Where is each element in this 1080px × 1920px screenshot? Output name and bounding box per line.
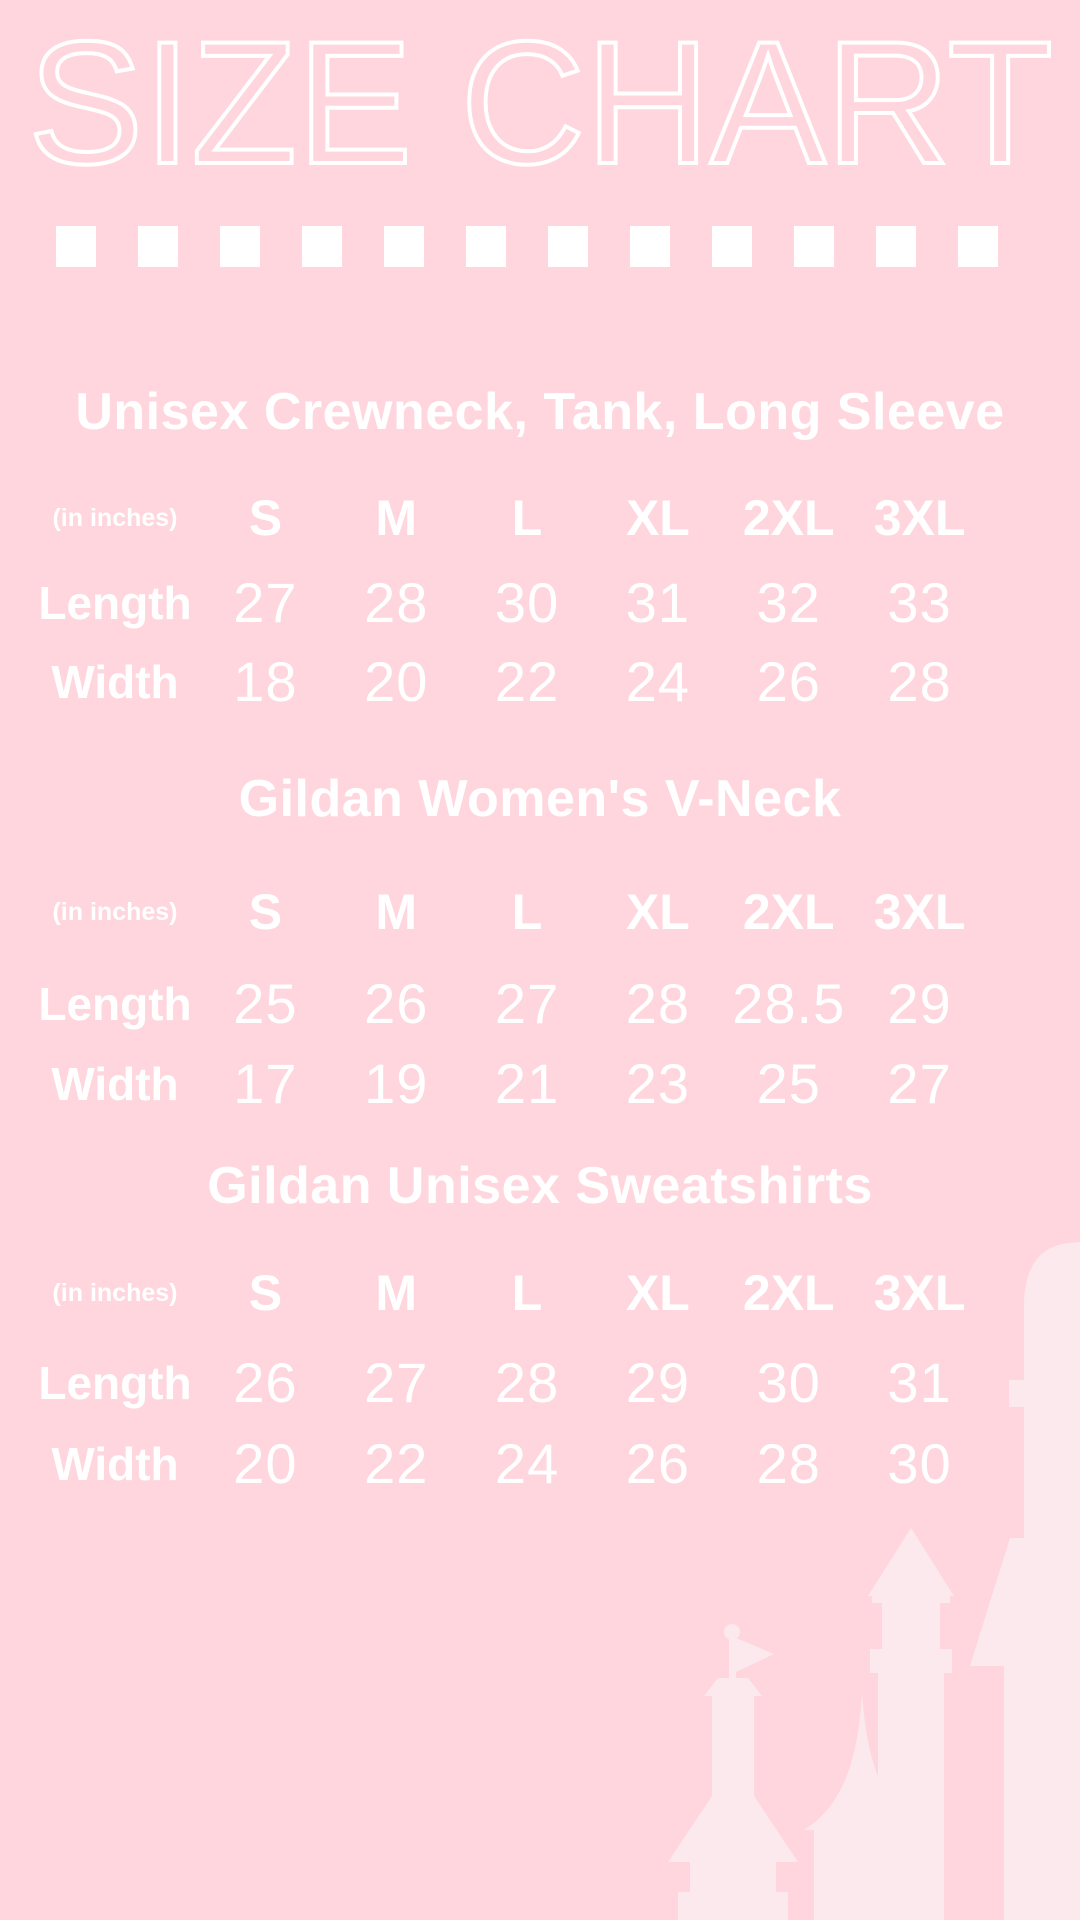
- table-2-size-m: M: [375, 884, 418, 940]
- table-1-width-label: Width: [51, 655, 179, 708]
- table-3-size-xl: XL: [625, 1265, 690, 1321]
- table-1-unit-label: (in inches): [52, 503, 178, 532]
- decor-square: [138, 226, 178, 267]
- table-1-size-2xl: 2XL: [742, 490, 835, 546]
- table-2-length-3xl: 29: [887, 972, 952, 1035]
- table-3-size-2xl: 2XL: [742, 1265, 835, 1321]
- decor-square: [302, 226, 342, 267]
- table-1-length-l: 30: [494, 571, 560, 634]
- table-1-size-s: S: [248, 490, 283, 546]
- table-2-unit-label: (in inches): [52, 897, 178, 926]
- table-3-length-l: 28: [494, 1351, 560, 1414]
- table-3-length-row: [0, 1350, 1080, 1414]
- table-1-size-m: M: [375, 490, 418, 546]
- decor-square: [712, 226, 752, 267]
- table-3-width-m: 22: [364, 1432, 429, 1495]
- table-1-length-3xl: 33: [887, 571, 952, 634]
- table-2-width-m: 19: [364, 1052, 429, 1115]
- table-2-width-s: 17: [233, 1052, 298, 1115]
- decor-square: [56, 226, 96, 267]
- table-3-size-3xl: 3XL: [873, 1265, 966, 1321]
- table-3-length-m: 27: [364, 1351, 429, 1414]
- decor-square: [958, 226, 998, 267]
- table-1-length-label: Length: [38, 576, 192, 629]
- castle-silhouette: [600, 1240, 1080, 1920]
- table-3-size-l: L: [511, 1265, 543, 1321]
- table-2-size-l: L: [511, 884, 543, 940]
- table-2-length-label: Length: [38, 977, 192, 1030]
- table-1-width-xl: 24: [625, 650, 691, 713]
- table-2-length-2xl: 28.5: [732, 972, 846, 1035]
- decor-square: [794, 226, 834, 267]
- table-1-length-row: [0, 570, 1080, 634]
- table-2-width-label: Width: [51, 1057, 179, 1110]
- decor-square: [630, 226, 670, 267]
- decor-square: [876, 226, 916, 267]
- table-3-width-3xl: 30: [887, 1432, 952, 1495]
- table-2-heading: Gildan Women's V-Neck: [238, 770, 842, 828]
- table-3-width-xl: 26: [625, 1432, 691, 1495]
- table-3-size-s: S: [248, 1265, 283, 1321]
- table-1-width-2xl: 26: [756, 650, 821, 713]
- table-1-size-xl: XL: [625, 490, 690, 546]
- table-1-width-l: 22: [494, 650, 560, 713]
- table-2-size-3xl: 3XL: [873, 884, 966, 940]
- table-2-length-m: 26: [364, 972, 429, 1035]
- table-2-size-s: S: [248, 884, 283, 940]
- table-1-heading: Unisex Crewneck, Tank, Long Sleeve: [75, 383, 1005, 441]
- table-2-size-xl: XL: [625, 884, 690, 940]
- table-1-width-m: 20: [364, 650, 429, 713]
- table-2-length-s: 25: [233, 972, 298, 1035]
- table-1-length-s: 27: [233, 571, 298, 634]
- table-2-length-xl: 28: [625, 972, 691, 1035]
- table-3-size-m: M: [375, 1265, 418, 1321]
- table-2-length-l: 27: [494, 972, 560, 1035]
- table-2-width-2xl: 25: [756, 1052, 821, 1115]
- decor-squares-row: [56, 226, 998, 267]
- decor-square: [384, 226, 424, 267]
- table-2-size-header-row: [0, 880, 1080, 944]
- table-2-length-row: [0, 971, 1080, 1035]
- table-1-length-2xl: 32: [756, 571, 821, 634]
- table-1-width-3xl: 28: [887, 650, 952, 713]
- table-3-size-header-row: [0, 1261, 1080, 1325]
- table-1-length-m: 28: [364, 571, 429, 634]
- table-3-unit-label: (in inches): [52, 1278, 178, 1307]
- table-3-length-xl: 29: [625, 1351, 691, 1414]
- table-3-width-2xl: 28: [756, 1432, 821, 1495]
- table-1-size-header-row: [0, 486, 1080, 550]
- table-1-width-s: 18: [233, 650, 298, 713]
- table-2-width-l: 21: [494, 1052, 560, 1115]
- table-2-width-row: [0, 1051, 1080, 1115]
- page-title-art: [0, 0, 1080, 180]
- table-3-length-3xl: 31: [887, 1351, 952, 1414]
- table-2-width-xl: 23: [625, 1052, 691, 1115]
- table-2-width-3xl: 27: [887, 1052, 952, 1115]
- decor-square: [548, 226, 588, 267]
- table-3-length-s: 26: [233, 1351, 298, 1414]
- table-1-length-xl: 31: [625, 571, 691, 634]
- table-3-length-2xl: 30: [756, 1351, 821, 1414]
- table-3-heading: Gildan Unisex Sweatshirts: [207, 1157, 873, 1215]
- table-3-width-l: 24: [494, 1432, 560, 1495]
- table-3-width-s: 20: [233, 1432, 298, 1495]
- table-3-width-label: Width: [51, 1437, 179, 1490]
- table-1-size-l: L: [511, 490, 543, 546]
- table-3-length-label: Length: [38, 1356, 192, 1409]
- table-1-size-3xl: 3XL: [873, 490, 966, 546]
- table-3-width-row: [0, 1431, 1080, 1495]
- table-1-width-row: [0, 649, 1080, 713]
- decor-square: [466, 226, 506, 267]
- page-title: SIZE CHART: [28, 6, 1053, 180]
- table-2-size-2xl: 2XL: [742, 884, 835, 940]
- decor-square: [220, 226, 260, 267]
